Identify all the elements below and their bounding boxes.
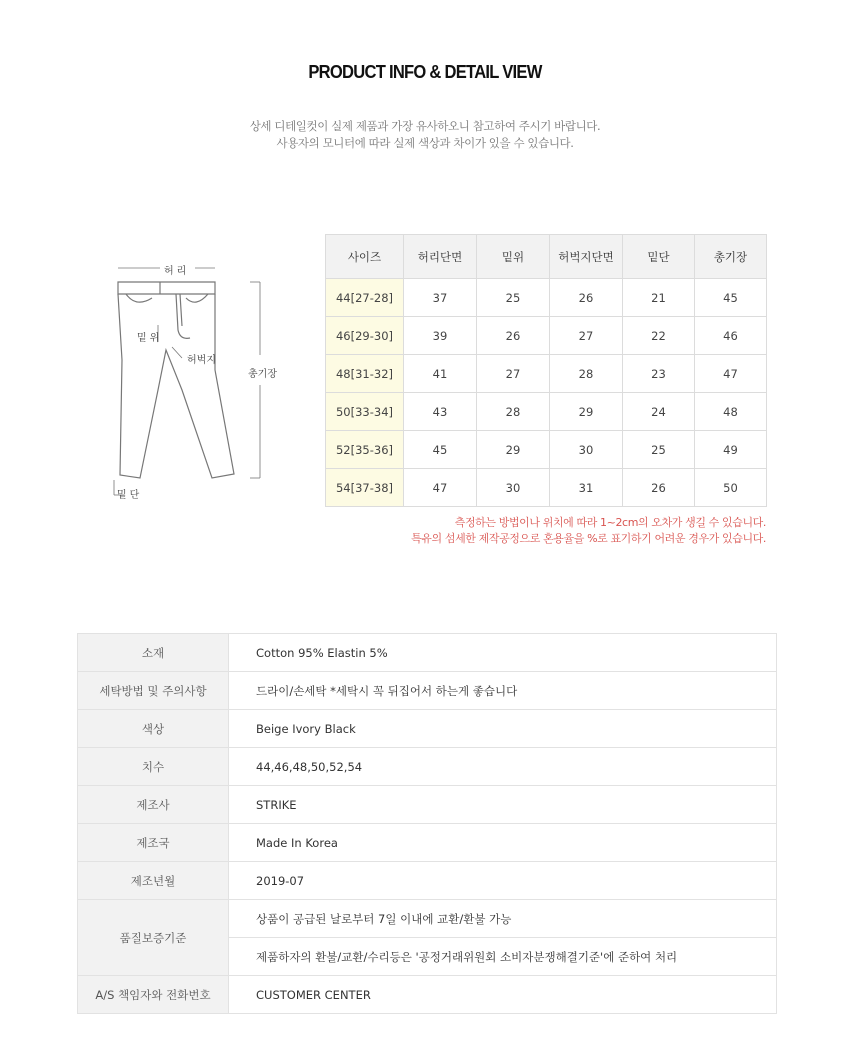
size-cell: 48[31-32] bbox=[326, 355, 404, 393]
note-line-2: 특유의 섬세한 제작공정으로 혼용율을 %로 표기하기 어려운 경우가 있습니다. bbox=[411, 532, 766, 545]
note-line-1: 측정하는 방법이나 위치에 따라 1~2cm의 오차가 생길 수 있습니다. bbox=[454, 516, 766, 529]
table-cell: 24 bbox=[623, 393, 695, 431]
size-table bbox=[325, 234, 767, 507]
table-cell: 30 bbox=[477, 469, 550, 507]
table-cell: 29 bbox=[550, 393, 623, 431]
info-value: Beige Ivory Black bbox=[229, 710, 777, 748]
diagram-label-waist: 허리 bbox=[164, 266, 190, 277]
info-value: STRIKE bbox=[229, 786, 777, 824]
table-cell: 23 bbox=[623, 355, 695, 393]
subtitle-line-2: 사용자의 모니터에 따라 실제 색상과 차이가 있을 수 있습니다. bbox=[276, 136, 574, 150]
table-row bbox=[326, 469, 767, 507]
table-cell: 47 bbox=[404, 469, 477, 507]
pants-diagram bbox=[100, 250, 300, 510]
table-row bbox=[326, 355, 767, 393]
table-cell: 27 bbox=[550, 317, 623, 355]
info-value: CUSTOMER CENTER bbox=[229, 976, 777, 1014]
diagram-label-rise: 밑위 bbox=[137, 333, 163, 344]
table-cell: 30 bbox=[550, 431, 623, 469]
info-value: Made In Korea bbox=[229, 824, 777, 862]
table-cell: 25 bbox=[477, 279, 550, 317]
info-row-maker bbox=[78, 786, 777, 824]
size-table-header-row bbox=[326, 235, 767, 279]
page-title: PRODUCT INFO & DETAIL VIEW bbox=[308, 62, 542, 82]
info-label: 품질보증기준 bbox=[78, 900, 229, 976]
product-info-table bbox=[77, 633, 777, 1014]
size-cell: 50[33-34] bbox=[326, 393, 404, 431]
info-row-country bbox=[78, 824, 777, 862]
table-row bbox=[326, 393, 767, 431]
info-row-quality bbox=[78, 900, 777, 938]
pants-illustration bbox=[100, 250, 300, 510]
diagram-label-hem: 밑단 bbox=[117, 490, 143, 501]
size-cell: 44[27-28] bbox=[326, 279, 404, 317]
info-value: 드라이/손세탁 *세탁시 꼭 뒤집어서 하는게 좋습니다 bbox=[229, 672, 777, 710]
info-value: 44,46,48,50,52,54 bbox=[229, 748, 777, 786]
size-cell: 54[37-38] bbox=[326, 469, 404, 507]
table-cell: 46 bbox=[695, 317, 767, 355]
table-cell: 26 bbox=[623, 469, 695, 507]
table-cell: 39 bbox=[404, 317, 477, 355]
info-label: 색상 bbox=[78, 710, 229, 748]
info-row-washing bbox=[78, 672, 777, 710]
info-label: 제조년월 bbox=[78, 862, 229, 900]
info-value: 제품하자의 환불/교환/수리등은 '공정거래위원회 소비자분쟁해결기준'에 준하여 처리 bbox=[229, 938, 777, 976]
size-table-header: 허리단면 bbox=[404, 235, 477, 279]
size-cell: 46[29-30] bbox=[326, 317, 404, 355]
info-label: 소재 bbox=[78, 634, 229, 672]
size-table-header: 허벅지단면 bbox=[550, 235, 623, 279]
table-cell: 37 bbox=[404, 279, 477, 317]
table-cell: 49 bbox=[695, 431, 767, 469]
table-cell: 22 bbox=[623, 317, 695, 355]
table-cell: 29 bbox=[477, 431, 550, 469]
table-cell: 41 bbox=[404, 355, 477, 393]
table-cell: 48 bbox=[695, 393, 767, 431]
info-value: 2019-07 bbox=[229, 862, 777, 900]
table-cell: 43 bbox=[404, 393, 477, 431]
table-cell: 25 bbox=[623, 431, 695, 469]
size-table-header: 밑위 bbox=[477, 235, 550, 279]
table-cell: 45 bbox=[404, 431, 477, 469]
table-row bbox=[326, 317, 767, 355]
table-cell: 21 bbox=[623, 279, 695, 317]
table-cell: 50 bbox=[695, 469, 767, 507]
info-row-as bbox=[78, 976, 777, 1014]
size-cell: 52[35-36] bbox=[326, 431, 404, 469]
table-cell: 47 bbox=[695, 355, 767, 393]
table-cell: 26 bbox=[477, 317, 550, 355]
info-row-material bbox=[78, 634, 777, 672]
info-label: 제조사 bbox=[78, 786, 229, 824]
info-value: 상품이 공급된 날로부터 7일 이내에 교환/환불 가능 bbox=[229, 900, 777, 938]
info-label: 세탁방법 및 주의사항 bbox=[78, 672, 229, 710]
subtitle-line-1: 상세 디테일컷이 실제 제품과 가장 유사하오니 참고하여 주시기 바랍니다. bbox=[249, 119, 601, 133]
size-table-header: 밑단 bbox=[623, 235, 695, 279]
info-label: A/S 책임자와 전화번호 bbox=[78, 976, 229, 1014]
table-cell: 27 bbox=[477, 355, 550, 393]
info-row-color bbox=[78, 710, 777, 748]
table-cell: 28 bbox=[477, 393, 550, 431]
table-cell: 31 bbox=[550, 469, 623, 507]
info-row-date bbox=[78, 862, 777, 900]
table-cell: 28 bbox=[550, 355, 623, 393]
table-cell: 26 bbox=[550, 279, 623, 317]
page-subtitle bbox=[0, 118, 850, 152]
info-label: 치수 bbox=[78, 748, 229, 786]
info-row-size bbox=[78, 748, 777, 786]
diagram-label-thigh: 허벅지 bbox=[187, 355, 216, 366]
info-label: 제조국 bbox=[78, 824, 229, 862]
diagram-label-length: 총기장 bbox=[248, 369, 277, 380]
size-table-header: 총기장 bbox=[695, 235, 767, 279]
table-row bbox=[326, 279, 767, 317]
info-value: Cotton 95% Elastin 5% bbox=[229, 634, 777, 672]
size-table-header: 사이즈 bbox=[326, 235, 404, 279]
measurement-note bbox=[411, 515, 766, 547]
table-row bbox=[326, 431, 767, 469]
table-cell: 45 bbox=[695, 279, 767, 317]
